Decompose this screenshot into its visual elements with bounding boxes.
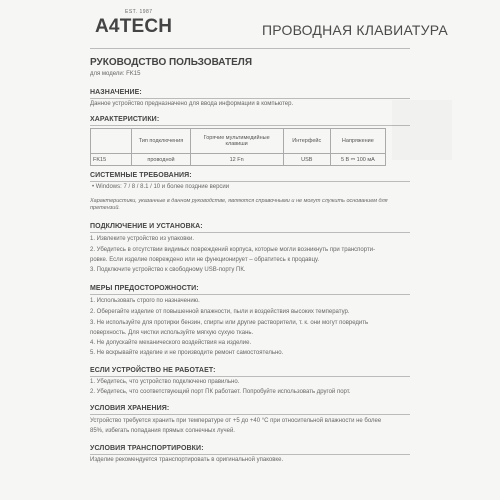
specs-col-header: Горячие мультимедийные клавиши [190, 129, 283, 154]
purpose-text: Данное устройство предназначено для ввода информации в компьютер. [90, 101, 294, 107]
disclaimer-line: Характеристики, указанные в данном руководстве, являются справочными и не могут служить основанием для [90, 198, 388, 204]
install-line: 2. Убедитесь в отсутствии видимых повреждений корпуса, которые могли возникнуть при транспорти- [90, 247, 376, 253]
logo-text: A4TECH [95, 16, 173, 37]
specs-divider [90, 125, 410, 126]
safety-line: 5. Не вскрывайте изделие и не производите ремонт самостоятельно. [90, 350, 284, 356]
product-title: ПРОВОДНАЯ КЛАВИАТУРА [262, 22, 448, 38]
storage-line: Устройство требуется хранить при температуре от +5 до +40 °С при относительной влажности не более [90, 418, 382, 424]
safety-line: 2. Оберегайте изделие от повышенной влажности, пыли и воздействия высоких температур. [90, 309, 350, 315]
install-line: ровке. Если изделие повреждено или не функционирует – обратитесь к продавцу. [90, 257, 320, 263]
safety-line: 1. Использовать строго по назначению. [90, 298, 200, 304]
safety-line: поверхность. Для чистки используйте мягкую сухую ткань. [90, 330, 254, 336]
specs-heading: ХАРАКТЕРИСТИКИ: [90, 116, 160, 123]
specs-cell: FK15 [91, 154, 132, 166]
safety-line: 4. Не допускайте механического воздействия на изделие. [90, 340, 252, 346]
transport-heading: УСЛОВИЯ ТРАНСПОРТИРОВКИ: [90, 445, 204, 452]
doc-title: РУКОВОДСТВО ПОЛЬЗОВАТЕЛЯ [90, 57, 253, 68]
trouble-divider [90, 376, 410, 377]
trouble-heading: ЕСЛИ УСТРОЙСТВО НЕ РАБОТАЕТ: [90, 367, 216, 374]
transport-text: Изделие рекомендуется транспортировать в оригинальной упаковке. [90, 457, 284, 463]
disclaimer-line: претензий. [90, 205, 120, 211]
sysreq-divider [90, 181, 410, 182]
model-line: для модели: FK15 [90, 71, 141, 77]
transport-divider [90, 454, 410, 455]
a4tech-logo [95, 9, 205, 40]
safety-line: 3. Не используйте для протирки бензин, спирты или другие растворители, т. к. они могут повредить [90, 320, 369, 326]
purpose-divider [90, 98, 410, 99]
specs-col-header [91, 129, 132, 154]
specs-cell: проводной [132, 154, 190, 166]
trouble-line: 2. Убедитесь, что соответствующий порт ПК работает. Попробуйте использовать другой порт. [90, 389, 351, 395]
safety-divider [90, 294, 410, 295]
specs-cell: USB [283, 154, 330, 166]
specs-col-header: Тип подключения [132, 129, 190, 154]
header [0, 0, 500, 50]
install-line: 3. Подключите устройство к свободному USB-порту ПК. [90, 267, 246, 273]
specs-cell: 5 В ⎓ 100 мА [330, 154, 385, 166]
table-row [91, 154, 386, 166]
specs-col-header: Напряжение [330, 129, 385, 154]
specs-col-header: Интерфейс [283, 129, 330, 154]
install-divider [90, 232, 410, 233]
install-line: 1. Извлеките устройство из упаковки. [90, 236, 195, 242]
storage-line: 85%, избегать попадания прямых солнечных лучей. [90, 428, 235, 434]
header-divider [90, 48, 410, 49]
specs-table [90, 128, 386, 166]
sysreq-item: • Windows: 7 / 8 / 8.1 / 10 и более поздние версии [92, 184, 230, 190]
bleed-through-shadow [392, 100, 452, 160]
sysreq-heading: СИСТЕМНЫЕ ТРЕБОВАНИЯ: [90, 172, 192, 179]
logo-est-text: EST. 1987 [125, 9, 153, 15]
purpose-heading: НАЗНАЧЕНИЕ: [90, 89, 142, 96]
install-heading: ПОДКЛЮЧЕНИЕ И УСТАНОВКА: [90, 223, 203, 230]
storage-divider [90, 414, 410, 415]
specs-header-row [91, 129, 386, 154]
safety-heading: МЕРЫ ПРЕДОСТОРОЖНОСТИ: [90, 285, 199, 292]
trouble-line: 1. Убедитесь, что устройство подключено правильно. [90, 379, 240, 385]
storage-heading: УСЛОВИЯ ХРАНЕНИЯ: [90, 405, 170, 412]
specs-cell: 12 Fn [190, 154, 283, 166]
